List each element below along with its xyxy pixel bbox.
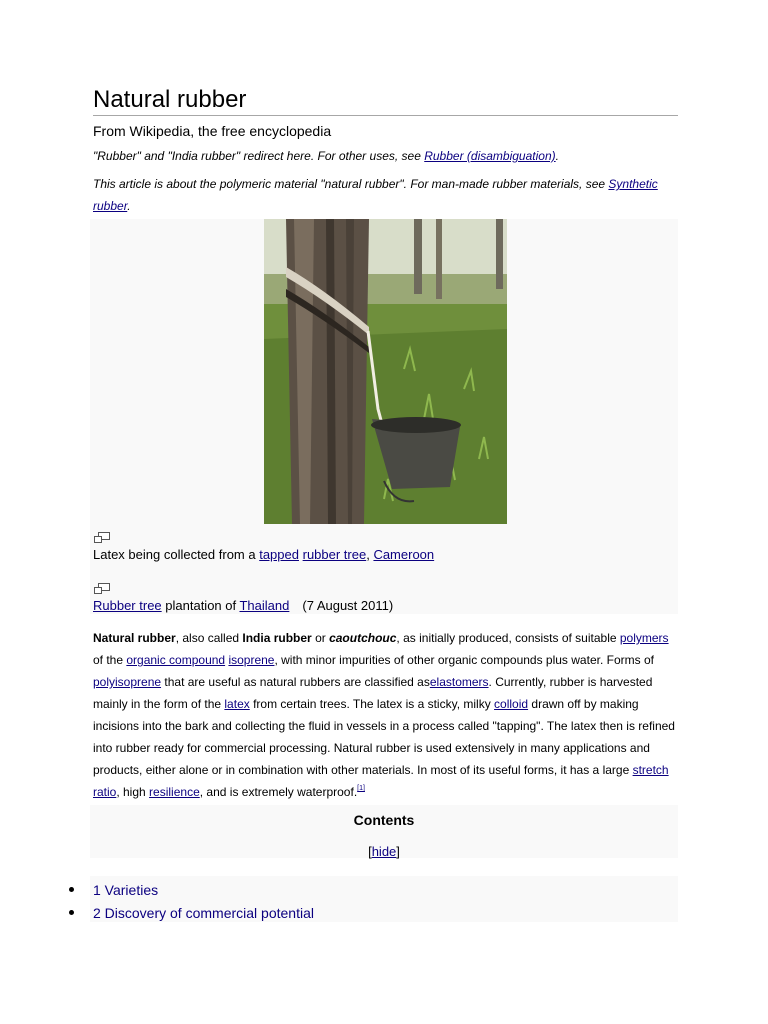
toc-item-discovery[interactable]: 2 Discovery of commercial potential	[93, 905, 314, 921]
hatnote-about: This article is about the polymeric material "natural rubber". For man-made rubber materials, see Synthetic rubber.	[93, 177, 658, 213]
rubber-tree-plantation-link[interactable]: Rubber tree	[93, 598, 162, 613]
organic-compound-link[interactable]: organic compound	[126, 653, 226, 667]
magnify-icon[interactable]	[94, 583, 110, 594]
cameroon-link[interactable]: Cameroon	[373, 547, 435, 562]
figure-caption-1: Latex being collected from a tapped rubber tree, Cameroon	[93, 547, 435, 562]
page-title: Natural rubber	[93, 86, 678, 116]
polymers-link[interactable]: polymers	[619, 631, 669, 645]
magnify-icon[interactable]	[94, 532, 110, 543]
elastomers-link[interactable]: elastomers	[429, 675, 489, 689]
site-tagline: From Wikipedia, the free encyclopedia	[93, 123, 332, 139]
synthetic-rubber-link[interactable]: Synthetic rubber	[93, 177, 658, 213]
toc-title: Contents	[353, 812, 415, 828]
tapped-link[interactable]: tapped	[259, 547, 299, 562]
stretch-ratio-link[interactable]: stretch ratio	[93, 763, 669, 799]
toc-item-varieties[interactable]: 1 Varieties	[93, 882, 159, 898]
thailand-link[interactable]: Thailand	[239, 598, 290, 613]
lead-paragraph: Natural rubber, also called India rubber or caoutchouc, as initially produced, consists of suitable polymers of the organic compound isoprene, with minor impurities of other organic compounds plus water. Forms of polyisoprene that are useful as natural rubbers are classified aselastomers. Currently, rubber is harvested mainly in the form of the latex from certain trees. The latex is a sticky, milky colloid drawn off by making incisions into the bark and collecting the fluid in vessels in a process called "tapping". The latex then is refined into rubber ready for commercial processing. Natural rubber is used extensively in many applications and products, either alone or in combination with other materials. In most of its useful forms, it has a large stretch ratio, high resilience, and is extremely waterproof.[1]	[93, 631, 675, 799]
bullet-icon	[69, 887, 74, 892]
bullet-icon	[69, 910, 74, 915]
resilience-link[interactable]: resilience	[149, 785, 200, 799]
polyisoprene-link[interactable]: polyisoprene	[93, 675, 162, 689]
rubber-disambiguation-link[interactable]: Rubber (disambiguation)	[424, 149, 556, 163]
hatnote-redirect: "Rubber" and "India rubber" redirect here. For other uses, see Rubber (disambiguation).	[93, 149, 559, 163]
toc-toggle: [hide]	[368, 844, 400, 859]
article-header	[93, 86, 678, 217]
isoprene-link[interactable]: isoprene	[228, 653, 275, 667]
figure-caption-2: Rubber tree plantation of Thailand (7 August 2011)	[93, 598, 394, 613]
latex-link[interactable]: latex	[224, 697, 250, 711]
rubber-tree-link[interactable]: rubber tree	[302, 547, 367, 562]
toc-hide-link[interactable]: hide	[371, 844, 397, 859]
toc-header	[90, 805, 678, 858]
reference-1-link[interactable]: [1]	[357, 785, 365, 792]
colloid-link[interactable]: colloid	[494, 697, 529, 711]
rubber-tree-photo[interactable]	[264, 219, 507, 524]
